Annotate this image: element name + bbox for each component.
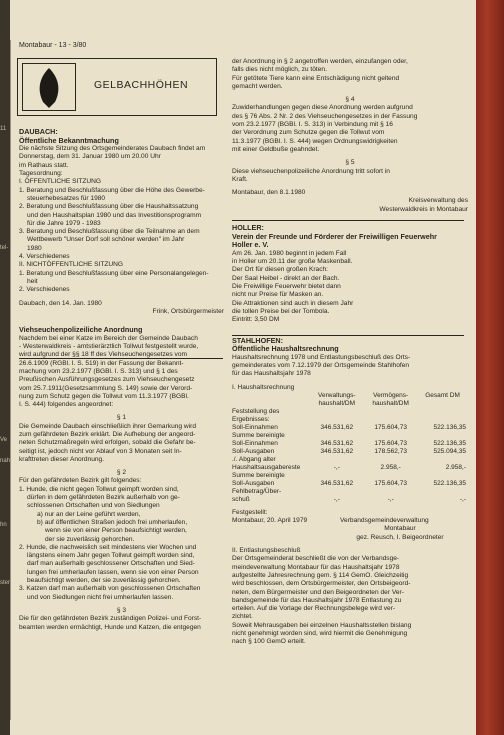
signature-date: Daubach, den 14. Jan. 1980	[19, 299, 102, 307]
agenda-item: 4. Verschiedenes	[19, 253, 70, 261]
section-title: Öffentliche Bekanntmachung	[19, 135, 119, 145]
text-line: neten Schutzmaßregeln wird erfolgen, sobald die Gefahr be-	[19, 439, 196, 447]
list-item: 3. Katzen darf man außerhalb von geschlossenen Ortschaften	[19, 585, 201, 593]
side-mark: 11	[0, 126, 7, 132]
agenda-item: 1. Beratung und Beschlußfassung über die Höhe des Gewerbe-	[19, 186, 205, 194]
table-cell: -,-	[387, 495, 394, 503]
table-cell: 522.136,35	[433, 439, 466, 447]
side-mark: ster	[0, 580, 11, 586]
text-line: Die nächste Sitzung des Ortsgemeinderates Daubach findet am	[19, 145, 206, 153]
signature: Frink, Ortsbürgermeister	[152, 307, 224, 315]
text-line: Festgestellt:	[232, 508, 268, 516]
text-line: Zuwiderhandlungen gegen diese Anordnung werden aufgrund	[232, 104, 413, 112]
table-cell	[364, 432, 419, 440]
paragraph-number: § 4	[345, 96, 355, 104]
text-line: nach § 100 GemO erteilt.	[232, 638, 306, 646]
text-line: vom 25.7.1911(Gesetzsammlung S. 149) sowie der Verord-	[19, 384, 193, 392]
paragraph-number: § 1	[116, 414, 127, 422]
text-line: zum gefährdeten Bezirk erklärt. Die Aufhebung der angeord-	[19, 430, 196, 438]
agenda-item: II. NICHTÖFFENTLICHE SITZUNG	[19, 261, 124, 269]
table-row	[232, 472, 468, 480]
text-line: Die Attraktionen sind auch in diesem Jahr	[232, 299, 354, 307]
table-cell	[364, 408, 419, 424]
masthead-title: GELBACHHÖHEN	[94, 79, 189, 91]
table-cell	[311, 456, 364, 464]
list-item: beaufsichtigt werden, der sie zuverlässig gehorchen.	[27, 577, 181, 585]
section-place: DAUBACH:	[19, 127, 58, 136]
table-cell: -,-	[459, 495, 466, 503]
gutter-line	[10, 40, 11, 720]
logo-emblem	[22, 63, 76, 111]
text-line: vom 23.2.1977 (BGBl. I. S. 313) in Verbindung mit § 16	[232, 121, 393, 129]
table-cell: Summe bereinigte	[232, 471, 285, 479]
text-line: Der Saal Heibel - direkt an der Bach.	[232, 274, 340, 282]
text-line: zichtet.	[232, 613, 253, 621]
text-line: - Westerwaldkreis - amtstierärztlich Tollwut festgestellt wurde,	[19, 343, 199, 351]
agenda-item: 3. Beratung und Beschlußfassung über die Teilnahme an dem	[19, 228, 200, 236]
list-item: schlossenen Ortschaften und von Siedlungen	[27, 502, 160, 510]
text-line: wird aufgrund der §§ 18 ff des Viehseuchengesetzes vom	[19, 351, 188, 359]
text-line: Für getötete Tiere kann eine Entschädigung nicht geltend	[232, 74, 400, 82]
text-line: falls dies nicht möglich, zu töten.	[232, 66, 327, 74]
side-mark: Ve	[0, 437, 8, 443]
table-cell: Soll-Einnahmen	[232, 423, 278, 431]
table-row	[232, 464, 468, 472]
table-cell	[311, 488, 364, 496]
table-cell: Fehlbetrag/Über-	[232, 487, 282, 495]
agenda-item: für die Jahre 1979 - 1983	[27, 219, 101, 227]
table-row	[232, 432, 468, 440]
table-row	[232, 424, 468, 432]
subsection-title: I. Haushaltsrechnung	[232, 383, 295, 391]
binding-spine	[476, 0, 504, 735]
text-line: beamten werden ermächtigt, Hunde und Katzen, die entgegen	[19, 623, 201, 631]
text-line: 11.3.1977 (BGBl. I. S. 444) wegen Ordnungswidrigkeiten	[232, 137, 398, 145]
text-line: Der Ort für diesen großen Krach:	[232, 266, 329, 274]
text-line: I. S. 444) folgendes angeordnet:	[19, 401, 114, 409]
text-line: Diese viehseuchenpolizeiliche Anordnung tritt sofort in	[232, 167, 390, 175]
table-cell: 522.136,35	[433, 423, 466, 431]
left-column	[19, 128, 224, 632]
text-line: Für den gefährdeten Bezirk gilt folgendes:	[19, 477, 142, 485]
page-header: Montabaur - 13 - 3/80	[19, 42, 87, 49]
agenda-item: steuerhebesatzes für 1980	[27, 194, 106, 202]
text-line: meindeverwaltung Montabaur für das Haushaltsjahr 1978	[232, 563, 400, 571]
text-line: im Rathaus statt.	[19, 161, 69, 169]
section-divider	[232, 220, 464, 221]
table-cell: Feststellung des Ergebnisses:	[232, 407, 280, 423]
section-title: Viehseuchenpolizeiliche Anordnung	[19, 325, 143, 335]
table-cell	[311, 432, 364, 440]
list-item: lungen frei umherlaufen lassen, wenn sie von einer Person	[27, 568, 199, 576]
list-item: a) nur an der Leine geführt werden,	[37, 510, 141, 518]
table-row	[232, 408, 468, 424]
text-line: Donnerstag, dem 31. Januar 1980 um 20.00 Uhr	[19, 153, 161, 161]
table-row	[232, 440, 468, 448]
table-cell: 346.531,62	[320, 447, 354, 455]
text-line: die tollen Preise bei der Tombola.	[232, 307, 330, 315]
table-cell: 175.604,73	[374, 439, 407, 447]
text-line: Nachdem bei einer Katze im Bereich der Gemeinde Daubach	[19, 334, 198, 342]
text-line: nicht nur Preise für Masken an.	[232, 291, 324, 299]
table-cell: 346.531,62	[320, 423, 354, 431]
table-cell	[364, 456, 419, 464]
table-cell: -,-	[333, 495, 340, 503]
table-header-cell: Verwaltungs- haushalt/DM	[318, 391, 356, 407]
table-cell: 346.531,62	[320, 439, 354, 447]
list-item: und von Siedlungen nicht frei umherlaufen lassen.	[27, 593, 174, 601]
list-item: darf man außerhalb geschlossener Ortschaften und Sied-	[27, 560, 195, 568]
table-cell: 2.958,-	[445, 463, 466, 471]
text-line: Der Ortsgemeinderat beschließt die von der Verbandsge-	[232, 555, 400, 563]
finance-table	[232, 392, 468, 504]
section-divider	[232, 335, 464, 336]
text-line: gemacht werden.	[232, 82, 283, 90]
table-cell	[311, 472, 364, 480]
paragraph-number: § 2	[116, 469, 127, 477]
table-cell: 522.136,35	[433, 479, 466, 487]
signature: gez. Reusch, I. Beigeordneter	[356, 533, 444, 541]
table-cell: schuß	[232, 495, 250, 503]
table-cell	[419, 472, 468, 480]
text-line: Preußischen Ausführungsgesetzes zum Viehseuchengesetz	[19, 376, 195, 384]
paragraph-number: § 5	[345, 159, 355, 167]
table-row	[232, 456, 468, 464]
table-cell	[311, 408, 364, 424]
signature-date: Montabaur, den 8.1.1980	[232, 189, 306, 197]
table-row	[232, 480, 468, 488]
table-cell	[364, 472, 419, 480]
agenda-item: 1980	[27, 244, 42, 252]
agenda-item: 2. Verschiedenes	[19, 286, 70, 294]
subsection-title: II. Entlastungsbeschluß	[232, 547, 301, 555]
table-row	[232, 496, 468, 504]
text-line: seitigt ist, jedoch nicht vor Ablauf von 3 Monaten seit In-	[19, 447, 182, 455]
text-line: gemeinderates vom 7.12.1979 der Ortsgemeinde Stahlhofen	[232, 361, 410, 369]
list-item: b) auf öffentlichen Straßen jedoch frei umherlaufen,	[37, 518, 188, 526]
table-cell: 346.531,62	[320, 479, 354, 487]
list-item: der sie zuverlässig gehorchen.	[45, 535, 135, 543]
table-cell: Soll-Ausgaben	[232, 479, 275, 487]
list-item: 2. Hunde, die nachweislich seit mindestens vier Wochen und	[19, 543, 197, 551]
text-line: erteilen. Auf die Vorlage der Rechnungsbelege wird ver-	[232, 605, 396, 613]
table-cell	[364, 488, 419, 496]
table-row	[232, 448, 468, 456]
agenda-item: Wettbewerb "Unser Dorf soll schöner werden" im Jahr	[27, 236, 185, 244]
table-cell	[419, 488, 468, 496]
text-line: neten, dem Bürgermeister und den Beigeordneten der Ver-	[232, 588, 404, 596]
text-line: Die Freiwillige Feuerwehr bietet dann	[232, 283, 341, 291]
signature: Verbandsgemeindeverwaltung	[340, 517, 429, 525]
text-line: Die für den gefährdeten Bezirk zuständigen Polizei- und Forst-	[19, 615, 202, 623]
agenda-item: heit	[27, 277, 38, 285]
text-line: der Anordnung in § 2 angetroffen werden, einzufangen oder,	[232, 58, 408, 65]
section-place: HOLLER:	[232, 223, 264, 233]
text-line: Am 26. Jan. 1980 beginnt in jedem Fall	[232, 249, 347, 257]
table-cell: Soll-Ausgaben	[232, 447, 275, 455]
text-line: 26.6.1909 (RGBl. I. S. 519) in der Fassung der Bekannt-	[19, 359, 184, 367]
table-cell	[419, 456, 468, 464]
side-mark: tel-	[0, 245, 9, 251]
text-line: machung vom 23.2.1977 (BGBl. I. S. 313) und § 1 des	[19, 367, 178, 375]
leaf-icon	[23, 64, 75, 110]
paragraph-number: § 3	[116, 606, 127, 614]
table-cell	[419, 408, 468, 424]
table-cell: 175.604,73	[374, 479, 407, 487]
text-line: wird beschlossen, dem Ortsbürgermeister, den Ortsbeigeord-	[232, 580, 411, 588]
text-line: Tagesordnung:	[19, 170, 63, 178]
text-line: Kraft.	[232, 175, 248, 183]
text-line: Eintritt: 3,50 DM	[232, 316, 280, 324]
text-line: aufgestellte Jahresrechnung gem. § 114 GemO. Gleichzeitig	[232, 571, 409, 579]
text-line: bandsgemeinde für das Haushaltsjahr 1978 Entlastung zu	[232, 596, 402, 604]
text-line: Soweit Mehrausgaben bei einzelnen Haushaltsstellen bislang	[232, 621, 412, 629]
text-line: des § 76 Abs. 2 Nr. 2 des Viehseuchengesetzes in der Fassung	[232, 112, 418, 120]
text-line: mit einer Geldbuße geahndet.	[232, 145, 320, 153]
text-line: Montabaur, 20. April 1979	[232, 517, 308, 525]
text-line: Haushaltsrechnung 1978 und Entlastungsbeschluß des Orts-	[232, 353, 411, 361]
table-cell	[419, 432, 468, 440]
table-cell: Haushaltsausgabereste	[232, 463, 301, 471]
list-item: dürfen in dem gefährdeten Bezirk außerhalb von ge-	[27, 494, 180, 502]
signature: Montabaur	[384, 525, 416, 533]
text-line: für das Haushaltsjahr 1978	[232, 370, 311, 378]
table-row	[232, 488, 468, 496]
agenda-item: und den Haushaltsplan 1980 und das Investitionsprogramm	[27, 211, 202, 219]
right-column	[232, 58, 468, 647]
section-title: Öffentliche Haushaltsrechnung	[232, 344, 339, 354]
signature: Kreisverwaltung des	[408, 197, 468, 205]
agenda-item: I. ÖFFENTLICHE SITZUNG	[19, 178, 102, 186]
text-line: nicht genehmigt worden sind, wird hiermit die Genehmigung	[232, 630, 408, 638]
table-cell: -,-	[333, 463, 340, 471]
page-cut-edge	[0, 0, 10, 735]
text-line: krafttreten dieser Anordnung.	[19, 455, 105, 463]
list-item: 1. Hunde, die nicht gegen Tollwut geimpft worden sind,	[19, 485, 179, 493]
list-item: längstens einem Jahr gegen Tollwut geimpft worden sind,	[27, 552, 195, 560]
table-cell: Summe bereinigte	[232, 431, 285, 439]
table-header-cell	[232, 392, 311, 408]
text-line: in Holler um 20.11 der große Maskenball.	[232, 258, 353, 266]
masthead-logo	[17, 58, 217, 116]
agenda-item: 2. Beratung und Beschlußfassung über die Haushaltssatzung	[19, 203, 199, 211]
table-header-cell: Vermögens- haushalt/DM	[372, 391, 409, 407]
table-cell: 178.562,73	[374, 447, 407, 455]
table-cell: 525.094,35	[433, 447, 466, 455]
section-title: Holler e. V.	[232, 240, 269, 250]
table-header-cell: Gesamt DM	[425, 391, 460, 399]
table-cell: Soll-Einnahmen	[232, 439, 278, 447]
text-line: der Verordnung zum Schutze gegen die Tollwut vom	[232, 129, 385, 137]
section-divider	[19, 358, 223, 359]
table-cell: 175.604,73	[374, 423, 407, 431]
side-mark: hn	[0, 522, 7, 528]
section-title: Verein der Freunde und Förderer der Freiwilligen Feuerwehr	[232, 231, 437, 241]
section-place: STAHLHOFEN:	[232, 335, 283, 345]
signature: Westerwaldkreis in Montabaur	[379, 205, 468, 213]
text-line: Die Gemeinde Daubach einschließlich ihrer Gemarkung wird	[19, 422, 197, 430]
table-cell: 2.958,-	[380, 463, 401, 471]
table-cell: ./. Abgang alter	[232, 455, 276, 463]
text-line: nung zum Schutz gegen die Tollwut vom 11.3.1977 (BGBl.	[19, 392, 189, 400]
side-mark: nah	[0, 458, 11, 464]
table-header-row	[232, 392, 468, 408]
list-item: wenn sie von einer Person beaufsichtigt werden,	[45, 527, 187, 535]
agenda-item: 1. Beratung und Beschlußfassung über eine Personalangelegen-	[19, 269, 209, 277]
